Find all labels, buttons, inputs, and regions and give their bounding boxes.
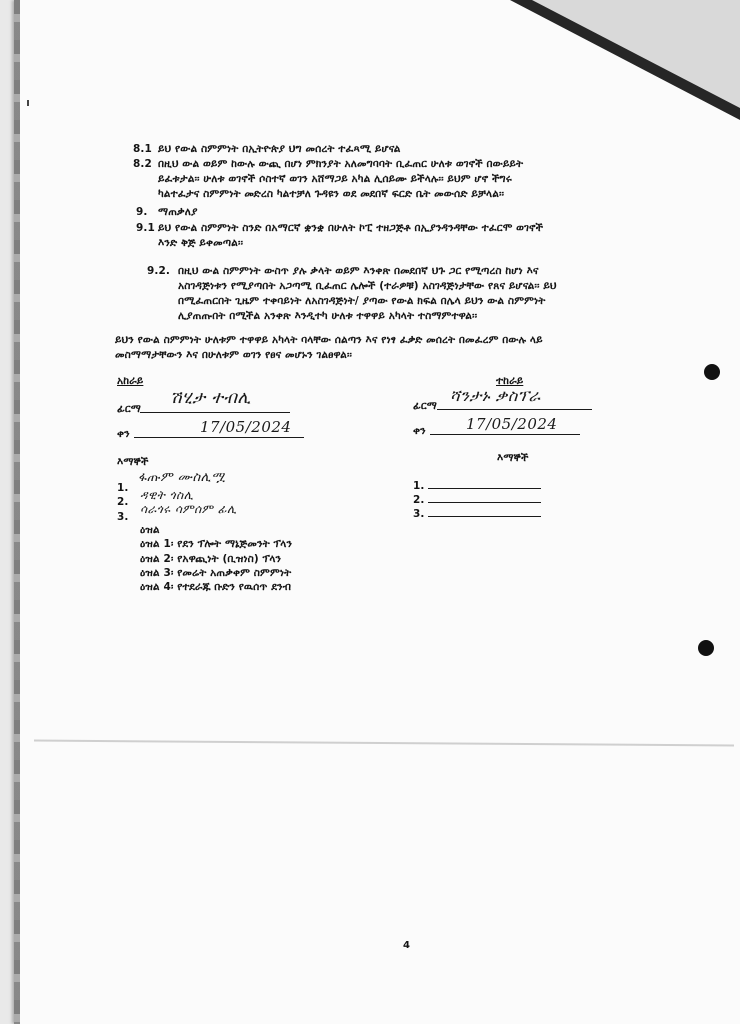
lessor-title: አከራይ — [117, 375, 144, 387]
lessee-title: ተከራይ — [496, 375, 524, 387]
witness-line — [428, 488, 541, 489]
clause-text: ካልተፈታና ስምምነት መድረስ ካልተቻለ ጉዳዩን ወደ መደበኛ ፍርድ ቤት መውሰድ ይቻላል፡፡ — [158, 188, 505, 200]
attachment-item: ዕዝል 1፡ የደን ፕሎት ማኔጅመንት ፕላን — [140, 538, 293, 550]
witness-signature: ዳዊት ጎስሊ — [140, 488, 194, 502]
clause-text: ሊያጠጡበት በሚችል አንቀጽ እንዲተካ ሁለቱ ተዋዋይ አካላት ተስማምተዋል፡፡ — [178, 310, 478, 322]
page-edge — [14, 0, 20, 1024]
section-heading: ማጠቃለያ — [158, 206, 198, 218]
page-number: 4 — [403, 940, 410, 951]
attachment-item: ዕዝል 4፡ የተደራጁ ቡድን የዉሰጥ ደንብ — [140, 581, 292, 593]
lessor-signature: ሽሂታ ተብሊ — [170, 388, 252, 408]
scan-mark — [27, 100, 29, 106]
witness-signature: ሳራጎሩ ሳምሰም ፊሊ — [140, 502, 237, 516]
attachment-item: ዕዝል 2፡ የአዋጪነት (ቢዝነስ) ፕላን — [140, 553, 282, 565]
signature-label: ፊርማ — [413, 400, 437, 412]
witness-number: 3. — [117, 511, 129, 523]
witness-number: 2. — [413, 494, 425, 506]
clause-text: ይህ የውል ስምምነት ስንድ በአማርኛ ቋንቋ በሁለት ኮፒ ተዘጋጅቶ በኢያንዳንዳቸው ተፈርሞ ወገኖች — [158, 222, 544, 234]
clause-text: አስገዳጅነቱን የሚያጣበት አጋጣሚ ቢፈጠር ሌሎች (ተራዎቹ) አስገዳጅነታቸው የጸና ይሆናል፡፡ ይህ — [178, 280, 557, 292]
closing-text: ይህን የውል ስምምነት ሁለቱም ተዋዋይ አካላት ባላቸው ሰልጣን እና የነፃ ፈቃድ መሰረት በመፈረም በውሉ ላይ — [115, 334, 543, 346]
clause-text: በዚህ ውል ስምምነት ውስጥ ያሉ ቃላት ወይም እንቀጽ በመደበኛ ህጉ ጋር የሚጣረስ ከሆነ እና — [178, 265, 539, 277]
clause-text: እንድ ቅጅ ይቀመጣል፡፡ — [158, 237, 244, 249]
clause-number: 8.1 — [133, 143, 152, 155]
date-line — [134, 437, 304, 438]
clause-text: በሚፈጠርበት ጊዜም ተቀባይነት ለአስገዳጅነት/ ያጣው የውል ክፍል በሌላ ይህን ውል ስምምነት — [178, 295, 546, 307]
clause-text: በዚህ ውል ወይም ከውሉ ውጪ በሆነ ምክንያት አለመግባባት ቢፈጠር ሁለቱ ወገኖች በውይይት — [158, 158, 524, 170]
section-number: 9. — [136, 206, 148, 218]
signature-label: ፊርማ — [117, 403, 141, 415]
clause-text: ይህ የውል ስምምነት በኢትዮጵያ ህግ መሰረት ተፈጻሚ ይሆናል — [158, 143, 401, 155]
punch-hole-icon — [704, 364, 720, 380]
witness-line — [428, 502, 541, 503]
lessee-date: 17/05/2024 — [466, 415, 558, 433]
clause-number: 9.1 — [136, 222, 155, 234]
witnesses-title: እማኞች — [497, 452, 529, 464]
lessor-date: 17/05/2024 — [200, 418, 292, 436]
date-label: ቀን — [413, 425, 426, 437]
witness-number: 1. — [117, 482, 129, 494]
lessee-signature: ሻንታኑ ቃስፕራ — [450, 386, 541, 405]
clause-number: 9.2. — [147, 265, 170, 277]
witnesses-title: እማኞች — [117, 456, 149, 468]
folded-corner — [532, 0, 740, 108]
paper-crease — [34, 740, 734, 747]
date-line — [430, 434, 580, 435]
witness-number: 2. — [117, 496, 129, 508]
attachments-title: ዕዝል — [140, 524, 160, 536]
date-label: ቀን — [117, 428, 130, 440]
signature-line — [437, 409, 592, 410]
witness-number: 1. — [413, 480, 425, 492]
witness-line — [428, 516, 541, 517]
clause-text: ይፈቱታል፡፡ ሁለቱ ወገኖች ሶስተኛ ወገን አሸማጋይ አካል ሊሰይሙ ይችላሉ፡፡ ይህም ሆኖ ችግሩ — [158, 173, 512, 185]
witness-number: 3. — [413, 508, 425, 520]
clause-number: 8.2 — [133, 158, 152, 170]
witness-signature: ፋጡም ሙስሊሟ — [138, 470, 226, 485]
signature-line — [140, 412, 290, 413]
attachment-item: ዕዝል 3፡ የመሬት አጠቃቀም ስምምነት — [140, 567, 292, 579]
punch-hole-icon — [698, 640, 714, 656]
closing-text: መስማማታቸውን እና በሁለቱም ወገን የፀና መሆኑን ገልፀዋል፡፡ — [115, 349, 352, 361]
